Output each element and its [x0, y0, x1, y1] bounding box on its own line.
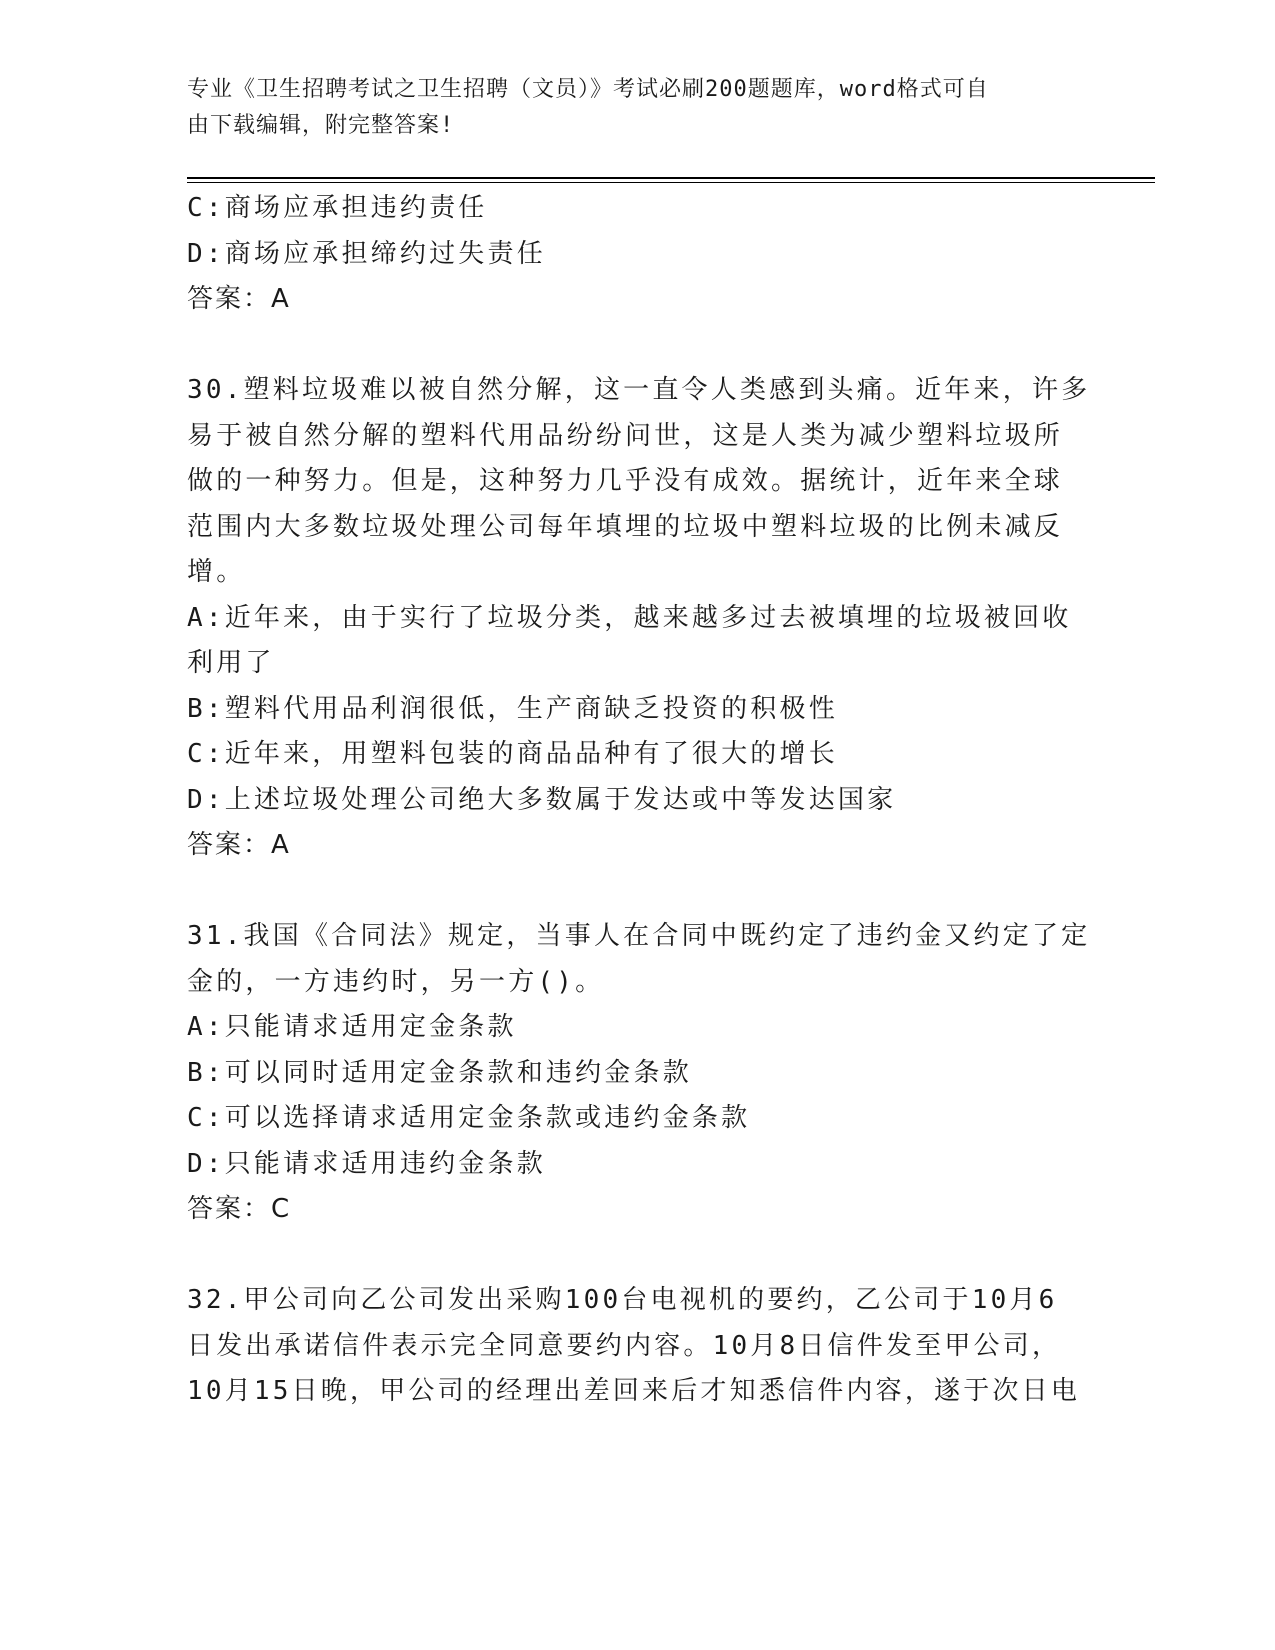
- option-a: A:只能请求适用定金条款: [187, 1012, 517, 1042]
- option-a-line: A:近年来，由于实行了垃圾分类，越来越多过去被填埋的垃圾被回收: [187, 602, 1072, 633]
- question-stem-line: 增。: [187, 557, 246, 587]
- header-divider-thin: [187, 182, 1155, 183]
- header-divider-thick: [187, 177, 1155, 179]
- question-stem-line: 做的一种努力。但是，这种努力几乎没有成效。据统计，近年来全球: [187, 466, 1064, 496]
- question-29-tail: [187, 186, 1097, 323]
- question-stem-line: 30.塑料垃圾难以被自然分解，这一直令人类感到头痛。近年来，许多: [187, 375, 1091, 405]
- question-stem-line: 31.我国《合同法》规定，当事人在合同中既约定了违约金又约定了定: [187, 921, 1091, 951]
- option-d: D:商场应承担缔约过失责任: [187, 238, 546, 269]
- question-stem-line: 10月15日晚，甲公司的经理出差回来后才知悉信件内容，遂于次日电: [187, 1376, 1081, 1406]
- answer-line: 答案：A: [187, 284, 291, 314]
- question-stem-line: 日发出承诺信件表示完全同意要约内容。10月8日信件发至甲公司，: [187, 1330, 1062, 1361]
- question-stem-line: 32.甲公司向乙公司发出采购100台电视机的要约，乙公司于10月6: [187, 1285, 1058, 1315]
- option-b: B:塑料代用品利润很低，生产商缺乏投资的积极性: [187, 693, 838, 724]
- answer-line: 答案：A: [187, 830, 291, 860]
- question-spacer: [187, 869, 1097, 915]
- option-d: D:只能请求适用违约金条款: [187, 1148, 546, 1179]
- question-content: [187, 186, 1097, 1415]
- option-c: C:商场应承担违约责任: [187, 193, 488, 223]
- question-spacer: [187, 323, 1097, 369]
- question-stem-line: 易于被自然分解的塑料代用品纷纷问世，这是人类为减少塑料垃圾所: [187, 420, 1064, 451]
- header-line-1: 专业《卫生招聘考试之卫生招聘（文员）》考试必刷200题题库，word格式可自: [187, 77, 989, 102]
- document-header: [187, 72, 1067, 144]
- option-c: C:可以选择请求适用定金条款或违约金条款: [187, 1103, 751, 1133]
- question-32: [187, 1278, 1097, 1415]
- question-31: [187, 914, 1097, 1233]
- option-c: C:近年来，用塑料包装的商品品种有了很大的增长: [187, 739, 838, 769]
- header-line-2: 由下载编辑，附完整答案!: [187, 113, 455, 138]
- option-a-line: 利用了: [187, 648, 275, 678]
- question-stem-line: 范围内大多数垃圾处理公司每年填埋的垃圾中塑料垃圾的比例未减反: [187, 511, 1064, 542]
- option-b: B:可以同时适用定金条款和违约金条款: [187, 1057, 692, 1088]
- option-d: D:上述垃圾处理公司绝大多数属于发达或中等发达国家: [187, 784, 897, 815]
- question-spacer: [187, 1233, 1097, 1279]
- answer-line: 答案：C: [187, 1194, 292, 1224]
- question-30: [187, 368, 1097, 869]
- question-stem-line: 金的，一方违约时，另一方()。: [187, 966, 605, 997]
